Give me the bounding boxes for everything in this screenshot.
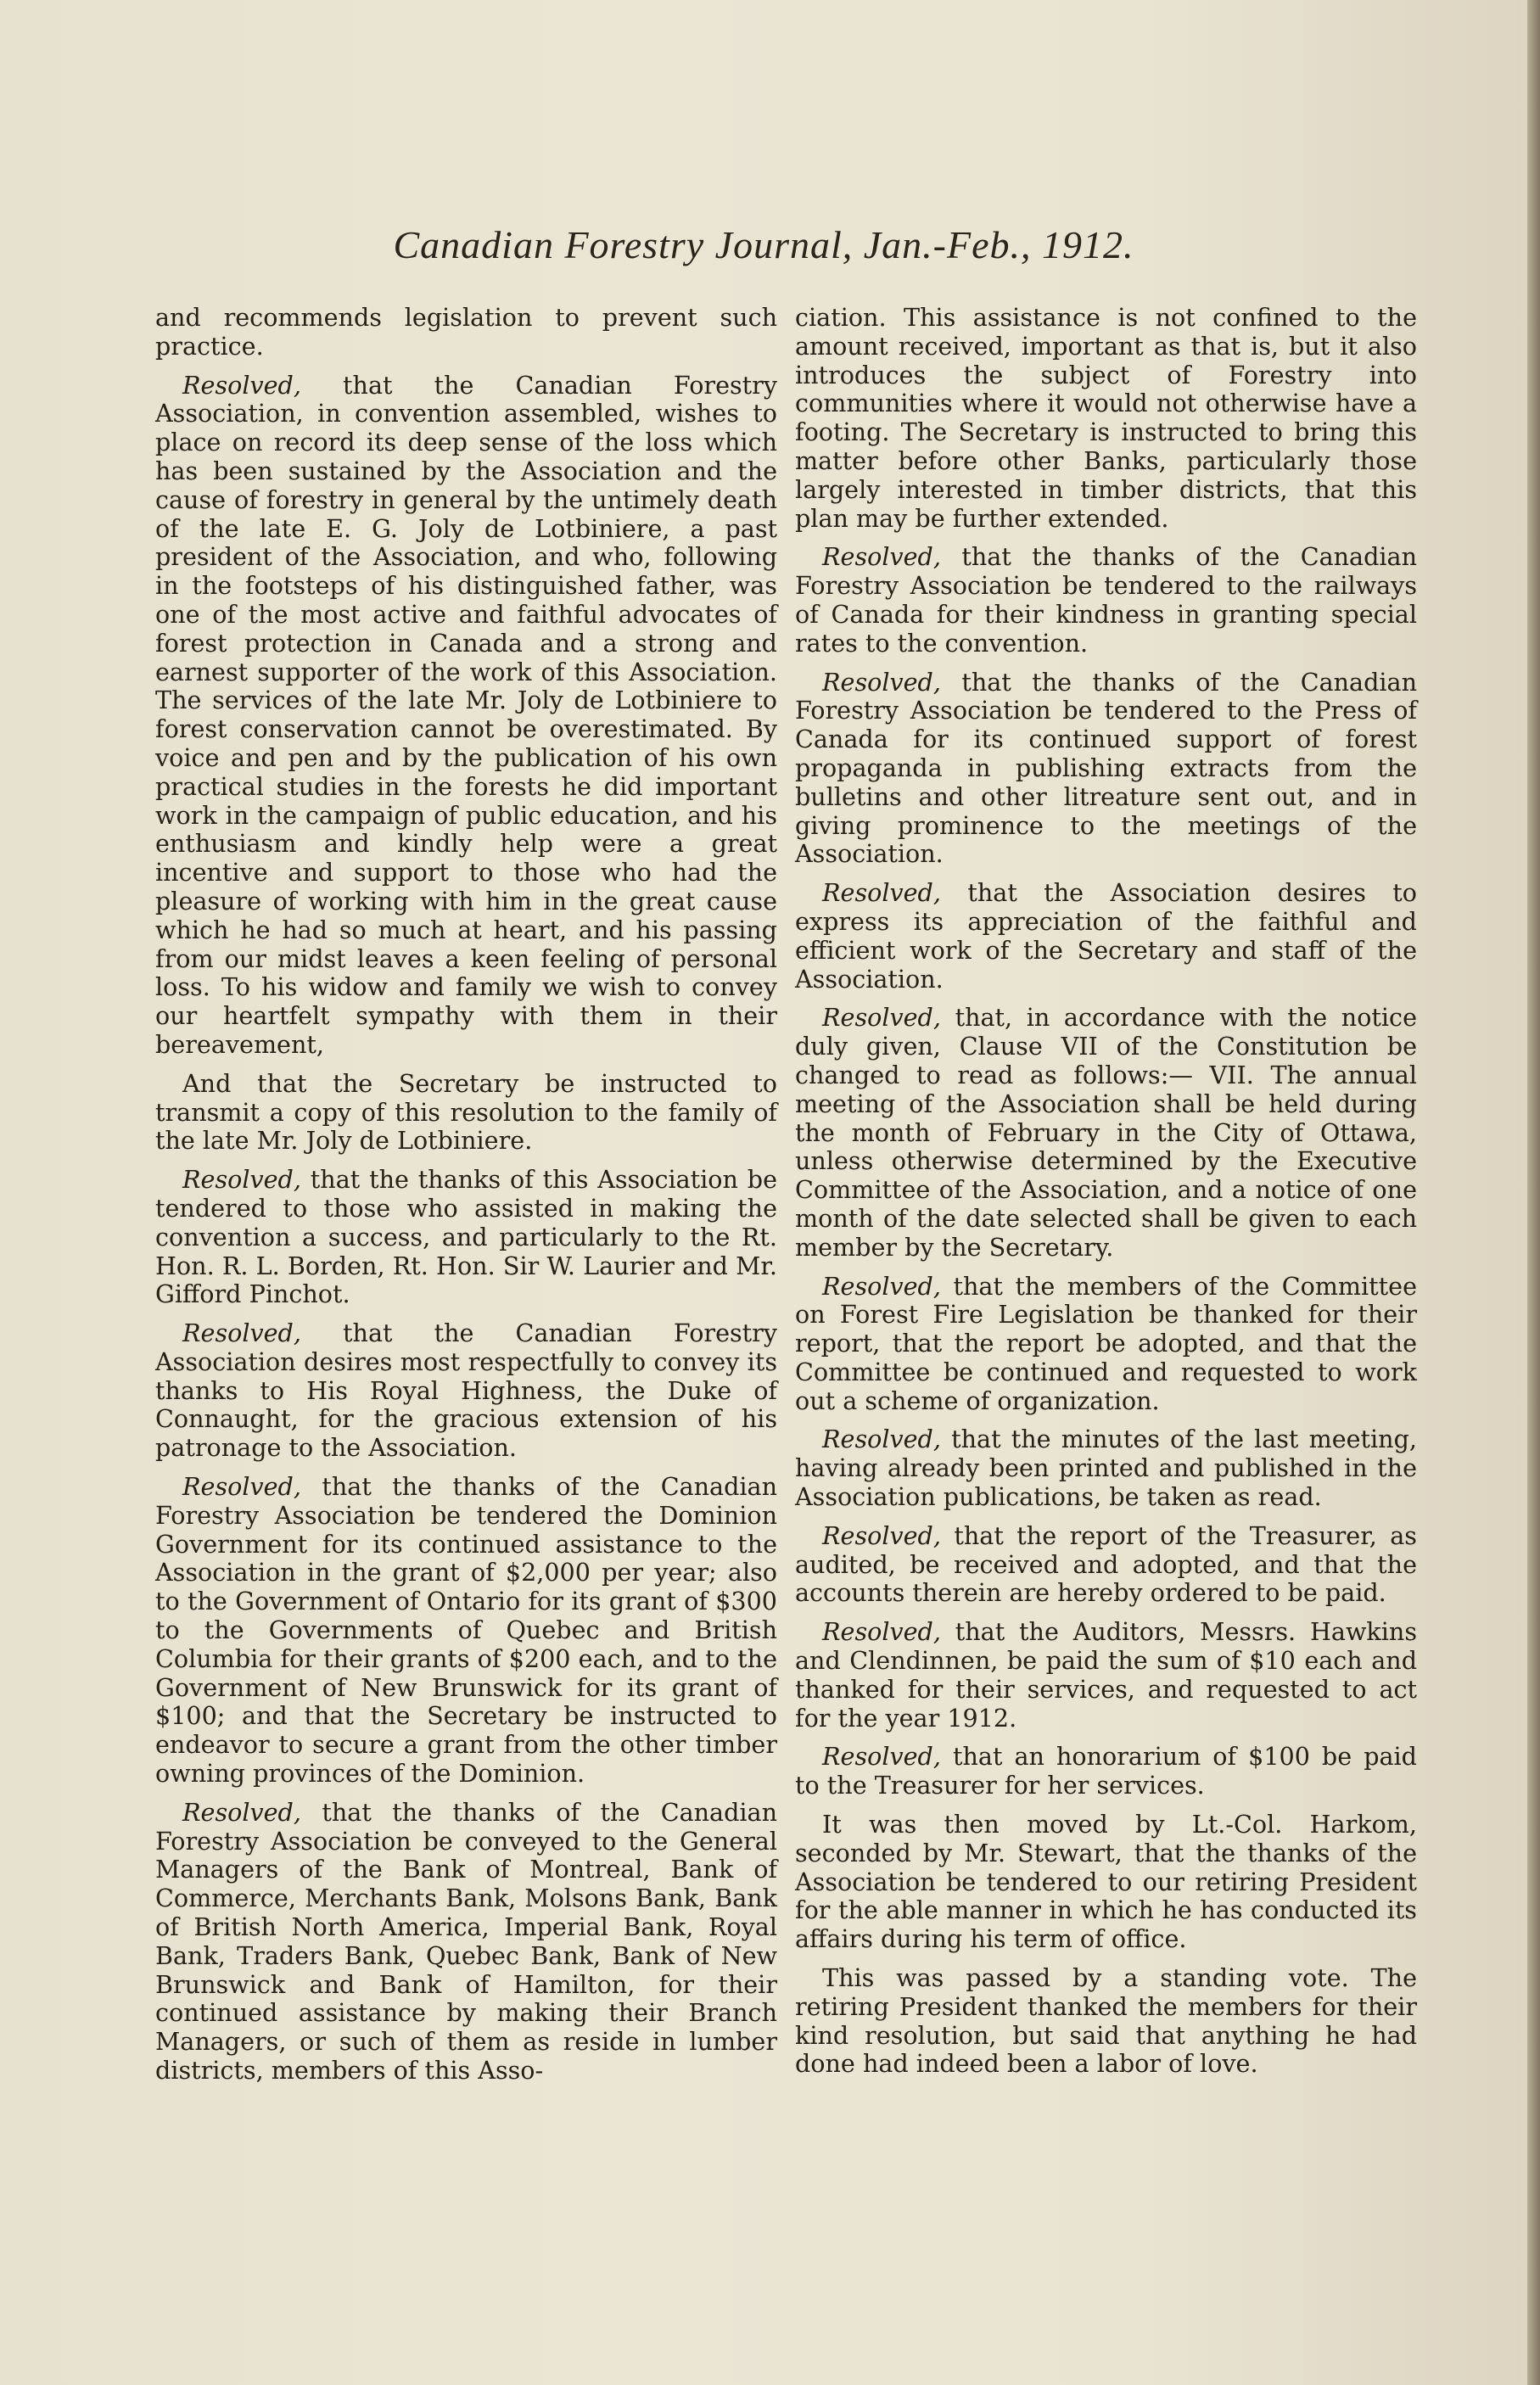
resolution-paragraph: Resolved, that the thanks of the Canadian Forestry Association be tendered to the Press of Canada for its continued support of forest propaganda in publishing extracts from the bulletins and other litreature sent out, and in giving prominence to the meetings of the Association.	[795, 667, 1417, 869]
left-column	[155, 304, 777, 2096]
resolution-paragraph: Resolved, that the Auditors, Messrs. Hawkins and Clendinnen, be paid the sum of $10 each and thanked for their services, and requested to act for the year 1912.	[795, 1617, 1417, 1733]
paragraph: ciation. This assistance is not confined to the amount received, important as that is, but it also introduces the subject of Forestry into communities where it would not otherwise have a footing. The Secretary is instructed to bring this matter before other Banks, particularly those largely interested in timber districts, that this plan may be further extended.	[795, 303, 1417, 533]
resolved-keyword: Resolved,	[822, 1003, 941, 1033]
resolved-keyword: Resolved,	[822, 667, 941, 697]
resolved-keyword: Resolved,	[822, 1617, 941, 1647]
resolution-paragraph: Resolved, that the Canadian Forestry Association desires most respectfully to convey its thanks to His Royal Highness, the Duke of Connaught, for the gracious extension of his patronage to the Association.	[155, 1318, 777, 1463]
resolved-keyword: Resolved,	[822, 1425, 941, 1454]
resolved-keyword: Resolved,	[822, 1520, 941, 1550]
paragraph: And that the Secretary be instructed to transmit a copy of this resolution to the family of the late Mr. Joly de Lotbiniere.	[155, 1068, 777, 1156]
resolved-keyword: Resolved,	[182, 1472, 301, 1502]
resolution-paragraph: Resolved, that the thanks of the Canadian Forestry Association be tendered the Dominion Government for its continued assistance to the Association in the grant of $2,000 per year; also to the Government of Ontario for its grant of $300 to the Governments of Quebec and British Columbia for their grants of $200 each, and to the Government of New Brunswick for its grant of $100; and that the Secretary be instructed to endeavor to secure a grant from the other timber owning provinces of the Dominion.	[155, 1472, 777, 1789]
right-column	[795, 304, 1417, 2089]
resolved-keyword: Resolved,	[822, 542, 941, 572]
running-head: Canadian Forestry Journal, Jan.-Feb., 1912.	[393, 223, 1134, 266]
resolution-paragraph: Resolved, that the thanks of the Canadian Forestry Association be tendered to the railways of Canada for their kindness in granting special rates to the convention.	[795, 542, 1417, 658]
resolved-keyword: Resolved,	[822, 878, 941, 908]
resolved-keyword: Resolved,	[182, 1165, 301, 1195]
page-edge	[1527, 0, 1540, 2385]
resolved-keyword: Resolved,	[182, 1797, 301, 1827]
resolution-paragraph: Resolved, that the thanks of this Association be tendered to those who assisted in making the convention a success, and particularly to the Rt. Hon. R. L. Borden, Rt. Hon. Sir W. Laurier and Mr. Gifford Pinchot.	[155, 1165, 777, 1309]
resolved-keyword: Resolved,	[182, 370, 301, 400]
paragraph: This was passed by a standing vote. The retiring President thanked the members for their kind resolution, but said that anything he had done had indeed been a labor of love.	[795, 1963, 1417, 2079]
resolution-paragraph: Resolved, that an honorarium of $100 be paid to the Treasurer for her services.	[795, 1742, 1417, 1800]
resolution-paragraph: Resolved, that the thanks of the Canadian Forestry Association be conveyed to the General Managers of the Bank of Montreal, Bank of Commerce, Merchants Bank, Molsons Bank, Bank of British North America, Imperial Bank, Royal Bank, Traders Bank, Quebec Bank, Bank of New Brunswick and Bank of Hamilton, for their continued assistance by making their Branch Managers, or such of them as reside in lumber districts, members of this Asso-	[155, 1797, 777, 2085]
resolution-paragraph: Resolved, that the Canadian Forestry Association, in convention assembled, wishes to place on record its deep sense of the loss which has been sustained by the Association and the cause of forestry in general by the untimely death of the late E. G. Joly de Lotbiniere, a past president of the Association, and who, following in the footsteps of his distinguished father, was one of the most active and faithful advocates of forest protection in Canada and a strong and earnest supporter of the work of this Association. The services of the late Mr. Joly de Lotbiniere to forest conservation cannot be overestimated. By voice and pen and by the publication of his own practical studies in the forests he did important work in the campaign of public education, and his enthusiasm and kindly help were a great incentive and support to those who had the pleasure of working with him in the great cause which he had so much at heart, and his passing from our midst leaves a keen feeling of personal loss. To his widow and family we wish to convey our heartfelt sympathy with them in their bereavement,	[155, 370, 777, 1059]
resolution-paragraph: Resolved, that the Association desires to express its appreciation of the faithful and efficient work of the Secretary and staff of the Association.	[795, 878, 1417, 994]
resolved-keyword: Resolved,	[182, 1318, 301, 1348]
resolution-paragraph: Resolved, that the members of the Committee on Forest Fire Legislation be thanked for their report, that the report be adopted, and that the Committee be continued and requested to work out a scheme of organization.	[795, 1271, 1417, 1415]
resolution-paragraph: Resolved, that the report of the Treasurer, as audited, be received and adopted, and that the accounts therein are hereby ordered to be paid.	[795, 1520, 1417, 1608]
paragraph: and recommends legislation to prevent such practice.	[155, 303, 777, 361]
paragraph: It was then moved by Lt.-Col. Harkom, seconded by Mr. Stewart, that the thanks of the Association be tendered to our retiring President for the able manner in which he has conducted its affairs during his term of office.	[795, 1810, 1417, 1954]
resolution-paragraph: Resolved, that the minutes of the last meeting, having already been printed and published in the Association publications, be taken as read.	[795, 1425, 1417, 1512]
resolved-keyword: Resolved,	[822, 1271, 941, 1301]
resolution-paragraph: Resolved, that, in accordance with the notice duly given, Clause VII of the Constitution be changed to read as follows:— VII. The annual meeting of the Association shall be held during the month of February in the City of Ottawa, unless otherwise determined by the Executive Committee of the Association, and a notice of one month of the date selected shall be given to each member by the Secretary.	[795, 1003, 1417, 1262]
resolved-keyword: Resolved,	[822, 1742, 941, 1772]
